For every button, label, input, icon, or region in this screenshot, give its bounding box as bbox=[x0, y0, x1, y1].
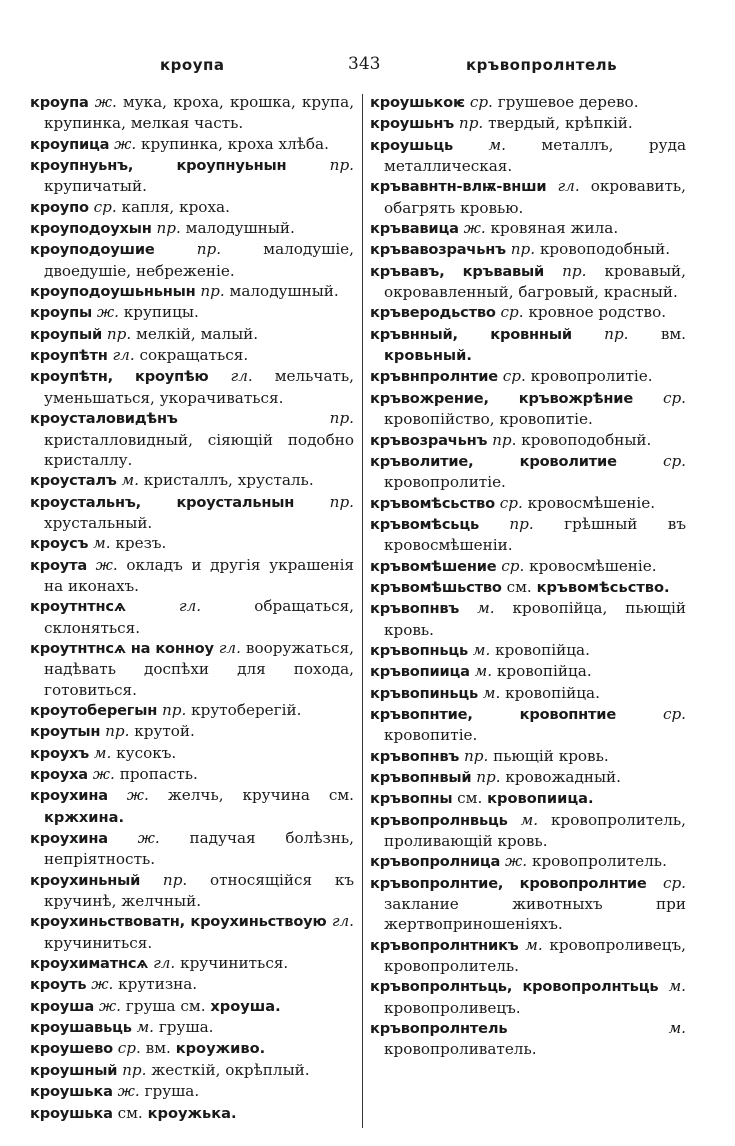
entry-grammar: гл. bbox=[230, 367, 253, 386]
entry-definition: кровосмѣшеніе. bbox=[529, 556, 657, 575]
page-header bbox=[0, 56, 735, 86]
dictionary-entry bbox=[370, 640, 686, 661]
entry-grammar: м. bbox=[121, 471, 139, 490]
entry-definition: грушевое дерево. bbox=[497, 93, 639, 111]
dictionary-entry bbox=[30, 870, 354, 912]
entry-definition: заклание животныхъ при жертвоприношеніяхъ. bbox=[384, 895, 686, 934]
right-column bbox=[370, 92, 686, 1060]
entry-grammar: м. bbox=[474, 662, 493, 681]
entry-grammar: м. bbox=[472, 640, 491, 659]
entry-cross-reference: кроужька. bbox=[147, 1104, 237, 1122]
entry-headword: кроупы bbox=[30, 304, 92, 322]
entry-definition: груша см. bbox=[125, 996, 206, 1015]
entry-headword: кръвомѣшьство bbox=[370, 578, 502, 596]
dictionary-entry bbox=[370, 493, 686, 514]
entry-headword: кръвопнвъ bbox=[370, 747, 460, 765]
entry-headword: кръвавозрачьнъ bbox=[370, 241, 506, 259]
entry-grammar: ж. bbox=[463, 219, 486, 238]
entry-definition: груша. bbox=[158, 1018, 214, 1037]
entry-definition: малодушный. bbox=[229, 282, 339, 301]
entry-definition: обращаться, склоняться. bbox=[44, 597, 355, 637]
entry-grammar: ж. bbox=[94, 93, 117, 111]
entry-grammar: пр. bbox=[105, 722, 130, 741]
dictionary-entry bbox=[370, 577, 686, 598]
entry-cross-reference: кржхина. bbox=[44, 808, 124, 826]
dictionary-entry bbox=[30, 470, 354, 491]
dictionary-entry bbox=[30, 155, 354, 197]
entry-grammar: ср. bbox=[662, 873, 687, 892]
entry-headword: кръвопнвый bbox=[370, 769, 472, 786]
entry-headword: кроупица bbox=[30, 135, 110, 153]
entry-headword: кръвавнтн-влѭ-внши bbox=[370, 178, 547, 196]
entry-grammar: ж. bbox=[92, 765, 115, 783]
dictionary-entry bbox=[370, 113, 686, 134]
dictionary-entry bbox=[370, 746, 686, 767]
entry-headword: кръвопньць bbox=[370, 641, 469, 659]
entry-definition: крутизна. bbox=[118, 975, 198, 994]
dictionary-entry bbox=[30, 218, 354, 239]
entry-definition: кровопролитіе. bbox=[530, 367, 653, 386]
dictionary-entry bbox=[370, 683, 686, 704]
dictionary-entry bbox=[370, 661, 686, 682]
entry-grammar: ж. bbox=[117, 1082, 140, 1101]
entry-definition: кровяная жила. bbox=[490, 219, 619, 238]
entry-headword: кроушькоѥ bbox=[370, 94, 465, 111]
dictionary-entry bbox=[30, 953, 354, 974]
entry-definition: падучая болѣзнь, непріятность. bbox=[44, 829, 354, 869]
dictionary-entry bbox=[370, 261, 686, 303]
entry-definition: сокращаться. bbox=[139, 346, 249, 365]
entry-definition: окладъ и другія украшенія на иконахъ. bbox=[44, 555, 355, 595]
entry-headword: кроуша bbox=[30, 997, 95, 1015]
entry-definition: вм. bbox=[145, 1039, 171, 1058]
entry-headword: кроупѣтн, кроупѣю bbox=[30, 368, 209, 386]
entry-headword: кръвозрачьнъ bbox=[370, 431, 488, 449]
entry-definition: крупицы. bbox=[123, 303, 199, 322]
entry-grammar: ср. bbox=[469, 93, 493, 111]
dictionary-entry bbox=[370, 302, 686, 323]
entry-definition: пьющій кровь. bbox=[493, 746, 609, 765]
entry-definition: кровопролитель, проливающій кровь. bbox=[384, 810, 686, 851]
entry-definition: кровное родство. bbox=[528, 303, 667, 322]
entry-definition: груша. bbox=[144, 1082, 200, 1101]
dictionary-entry bbox=[30, 721, 354, 742]
entry-definition: капля, кроха. bbox=[121, 197, 230, 216]
entry-definition: крупичатый. bbox=[44, 177, 147, 196]
running-head-left: кроупа bbox=[160, 56, 225, 74]
entry-headword: кроутоберегын bbox=[30, 701, 158, 719]
entry-headword: кръвнный, кровнный bbox=[370, 325, 572, 343]
entry-definition: кровавый, окровавленный, багровый, красный. bbox=[384, 261, 687, 302]
entry-grammar: гл. bbox=[557, 177, 580, 196]
entry-headword: кръвопролнтель bbox=[370, 1020, 508, 1038]
entry-definition: кристаллъ, хрусталь. bbox=[143, 471, 314, 490]
dictionary-entry bbox=[370, 1018, 686, 1060]
entry-headword: кроутнтнсѧ bbox=[30, 598, 126, 616]
entry-definition: кровопійца. bbox=[496, 662, 592, 681]
entry-headword: кроухина bbox=[30, 787, 108, 805]
entry-grammar: м. bbox=[668, 1019, 686, 1038]
entry-headword: кръволитие, кроволитие bbox=[370, 452, 617, 470]
entry-definition: кровопійство, кровопитіе. bbox=[384, 410, 593, 429]
dictionary-entry bbox=[30, 324, 354, 345]
entry-headword: кроухиньный bbox=[30, 871, 141, 889]
dictionary-entry bbox=[30, 764, 354, 785]
entry-definition: кровопроливатель. bbox=[384, 1040, 537, 1059]
dictionary-entry bbox=[30, 302, 354, 323]
entry-headword: кроуподоушьньнын bbox=[30, 283, 196, 301]
entry-headword: кръвопны bbox=[370, 790, 453, 808]
entry-grammar: пр. bbox=[509, 514, 534, 533]
entry-grammar: пр. bbox=[200, 282, 225, 301]
entry-headword: кроушный bbox=[30, 1061, 118, 1079]
entry-headword: кръверодьство bbox=[370, 304, 496, 322]
dictionary-entry bbox=[370, 851, 686, 872]
entry-definition: мельчать, уменьшаться, укорачиваться. bbox=[44, 367, 354, 407]
dictionary-entry bbox=[30, 743, 354, 764]
entry-definition: мука, кроха, крошка, крупа, крупинка, мелкая часть. bbox=[44, 93, 355, 133]
entry-definition: см. bbox=[117, 1103, 143, 1122]
entry-grammar: ж. bbox=[91, 975, 114, 994]
entry-headword: кръвопиица bbox=[370, 663, 470, 681]
entry-headword: кроупый bbox=[30, 325, 102, 343]
entry-headword: кръвавица bbox=[370, 220, 459, 238]
entry-headword: кроупнуьнъ, кроупнуьнын bbox=[30, 157, 287, 175]
entry-headword: кроупа bbox=[30, 94, 89, 111]
dictionary-entry bbox=[370, 788, 686, 809]
entry-definition: кристалловидный, сіяющій подобно кристаллу. bbox=[44, 430, 354, 469]
entry-definition: металлъ, руда металлическая. bbox=[384, 135, 686, 176]
entry-headword: кроутнтнсѧ на конноу bbox=[30, 639, 214, 657]
entry-headword: кроусталъ bbox=[30, 472, 117, 490]
entry-grammar: м. bbox=[93, 743, 112, 762]
entry-definition: хрустальный. bbox=[44, 513, 153, 532]
entry-headword: кроушево bbox=[30, 1040, 113, 1058]
dictionary-entry bbox=[370, 430, 686, 451]
entry-definition: малодушный. bbox=[185, 219, 295, 238]
entry-headword: кроушавьць bbox=[30, 1019, 132, 1037]
entry-grammar: м. bbox=[520, 810, 539, 829]
entry-headword: кроуть bbox=[30, 976, 87, 994]
entry-definition: кручиниться. bbox=[44, 933, 153, 952]
entry-definition: кровопійца. bbox=[495, 640, 590, 659]
entry-definition: кровопійца, пьющій кровь. bbox=[384, 599, 686, 639]
dictionary-entry bbox=[30, 92, 354, 134]
entry-definition: малодушіе, двоедушіе, небреженіе. bbox=[44, 240, 354, 280]
entry-definition: вм. bbox=[660, 324, 687, 343]
dictionary-entry bbox=[370, 92, 686, 113]
dictionary-entry bbox=[30, 700, 354, 721]
entry-grammar: пр. bbox=[196, 240, 222, 259]
entry-definition: см. bbox=[457, 789, 483, 808]
entry-grammar: пр. bbox=[562, 261, 587, 280]
entry-definition: кровопролитель. bbox=[531, 852, 667, 871]
entry-grammar: ж. bbox=[96, 303, 119, 322]
entry-grammar: пр. bbox=[106, 324, 132, 343]
entry-grammar: м. bbox=[488, 135, 506, 154]
dictionary-entry bbox=[30, 1017, 354, 1038]
entry-headword: кроушьць bbox=[370, 136, 454, 154]
dictionary-entry bbox=[370, 873, 686, 935]
entry-definition: кровопроливецъ, кровопролитель. bbox=[384, 935, 687, 976]
entry-grammar: ж. bbox=[126, 786, 149, 805]
entry-definition: желчь, кручина см. bbox=[167, 786, 355, 805]
entry-headword: кроусталовидѣнъ bbox=[30, 410, 178, 428]
entry-cross-reference: кроуживо. bbox=[175, 1040, 266, 1058]
dictionary-entry bbox=[370, 239, 686, 260]
dictionary-entry bbox=[370, 556, 686, 577]
dictionary-entry bbox=[30, 533, 354, 554]
dictionary-entry bbox=[370, 935, 686, 977]
entry-grammar: ср. bbox=[662, 704, 686, 723]
entry-definition: кровоподобный. bbox=[521, 430, 652, 449]
entry-definition: кровопроливецъ. bbox=[384, 998, 521, 1017]
entry-grammar: ж. bbox=[137, 829, 160, 848]
entry-cross-reference: кръвомѣсьство. bbox=[536, 578, 670, 596]
dictionary-entry bbox=[370, 135, 686, 177]
entry-definition: кровоподобный. bbox=[539, 240, 671, 259]
entry-grammar: ср. bbox=[93, 197, 117, 216]
dictionary-entry bbox=[30, 596, 354, 638]
entry-headword: кроупѣтн bbox=[30, 347, 108, 365]
entry-headword: кроухиматнсѧ bbox=[30, 955, 149, 973]
entry-grammar: пр. bbox=[492, 430, 517, 449]
entry-grammar: гл. bbox=[153, 954, 176, 973]
entry-definition: относящійся къ кручинѣ, желчный. bbox=[44, 870, 354, 911]
entry-headword: кръвопролнтникъ bbox=[370, 936, 519, 954]
dictionary-entry bbox=[30, 1081, 354, 1102]
entry-grammar: ср. bbox=[117, 1039, 141, 1058]
entry-grammar: ж. bbox=[114, 134, 137, 153]
dictionary-entry bbox=[30, 996, 354, 1017]
entry-grammar: м. bbox=[668, 977, 686, 996]
entry-headword: кръвопнвъ bbox=[370, 600, 460, 618]
entry-grammar: пр. bbox=[122, 1060, 147, 1079]
entry-definition: кровосмѣшеніе. bbox=[527, 493, 656, 512]
entry-headword: кръвнпролнтие bbox=[370, 368, 498, 386]
entry-definition: пропасть. bbox=[119, 765, 198, 783]
entry-grammar: пр. bbox=[156, 219, 181, 238]
entry-grammar: ж. bbox=[95, 555, 118, 574]
entry-headword: кръвавъ, кръвавый bbox=[370, 262, 545, 280]
entry-grammar: м. bbox=[477, 599, 495, 618]
dictionary-entry bbox=[370, 514, 686, 556]
entry-definition: кровопійца. bbox=[505, 683, 600, 702]
entry-cross-reference: кровьный. bbox=[384, 347, 472, 365]
entry-definition: крезъ. bbox=[115, 534, 167, 553]
entry-headword: кроуха bbox=[30, 766, 88, 783]
dictionary-entry bbox=[30, 828, 354, 870]
entry-definition: кровожадный. bbox=[505, 768, 621, 786]
dictionary-entry bbox=[370, 218, 686, 239]
entry-headword: кроупо bbox=[30, 198, 89, 216]
entry-grammar: ср. bbox=[501, 556, 525, 575]
entry-grammar: м. bbox=[525, 935, 543, 954]
entry-definition: вооружаться, надѣвать доспѣхи для похода, готовиться. bbox=[44, 638, 355, 699]
entry-grammar: ср. bbox=[500, 303, 524, 322]
dictionary-entry bbox=[370, 767, 686, 788]
entry-grammar: пр. bbox=[463, 746, 489, 765]
dictionary-entry bbox=[30, 408, 354, 470]
entry-headword: кроухина bbox=[30, 830, 108, 848]
entry-grammar: пр. bbox=[329, 156, 354, 175]
dictionary-entry bbox=[30, 134, 354, 155]
column-divider bbox=[362, 94, 363, 1128]
dictionary-entry bbox=[30, 366, 354, 408]
entry-headword: кръвомѣсьць bbox=[370, 515, 479, 533]
entry-headword: кроушька bbox=[30, 1104, 113, 1122]
entry-headword: кроута bbox=[30, 556, 87, 574]
dictionary-entry bbox=[370, 704, 686, 746]
entry-definition: жесткій, окрѣплый. bbox=[151, 1060, 310, 1079]
entry-headword: кроушька bbox=[30, 1083, 113, 1101]
dictionary-entry bbox=[30, 911, 354, 953]
entry-grammar: пр. bbox=[458, 114, 484, 133]
entry-headword: кръвомѣсьство bbox=[370, 494, 495, 512]
dictionary-entry bbox=[30, 1038, 354, 1059]
entry-grammar: гл. bbox=[178, 597, 202, 616]
entry-grammar: ср. bbox=[662, 451, 687, 470]
entry-headword: кроустальнъ, кроустальнын bbox=[30, 493, 295, 511]
entry-grammar: гл. bbox=[218, 638, 241, 657]
entry-headword: кръвожрение, кръвожрѣние bbox=[370, 389, 634, 407]
entry-cross-reference: кровопиица. bbox=[487, 790, 594, 808]
dictionary-entry bbox=[370, 451, 686, 493]
entry-definition: кровопролитіе. bbox=[384, 473, 506, 492]
entry-headword: кръвопролница bbox=[370, 853, 501, 871]
entry-definition: грѣшный въ кровосмѣшеніи. bbox=[384, 514, 686, 555]
entry-headword: кроуподоушие bbox=[30, 241, 155, 259]
dictionary-entry bbox=[30, 281, 354, 302]
dictionary-entry bbox=[30, 1103, 354, 1124]
entry-grammar: пр. bbox=[476, 768, 501, 786]
dictionary-entry bbox=[30, 638, 354, 700]
dictionary-entry bbox=[30, 197, 354, 218]
entry-grammar: м. bbox=[482, 683, 501, 702]
dictionary-entry bbox=[30, 239, 354, 281]
entry-definition: кровопитіе. bbox=[384, 726, 478, 745]
entry-headword: кръвопиньць bbox=[370, 684, 479, 702]
dictionary-entry bbox=[370, 976, 686, 1018]
entry-grammar: ж. bbox=[505, 852, 528, 871]
entry-headword: кръвопнтие, кровопнтие bbox=[370, 705, 617, 723]
entry-headword: кроушьнъ bbox=[370, 115, 455, 133]
entry-grammar: ср. bbox=[502, 367, 526, 386]
entry-headword: кроуподоухын bbox=[30, 220, 152, 238]
entry-definition: мелкій, малый. bbox=[136, 324, 259, 343]
entry-headword: кръвопролнвьць bbox=[370, 811, 508, 829]
entry-grammar: пр. bbox=[162, 870, 188, 889]
entry-headword: кръвопролнтие, кровопролнтие bbox=[370, 874, 647, 892]
dictionary-entry bbox=[370, 388, 686, 430]
entry-grammar: ср. bbox=[662, 388, 686, 407]
dictionary-entry bbox=[30, 345, 354, 366]
entry-grammar: ср. bbox=[499, 493, 523, 512]
entry-grammar: м. bbox=[136, 1018, 154, 1037]
dictionary-entry bbox=[370, 598, 686, 640]
entry-grammar: пр. bbox=[510, 240, 536, 259]
dictionary-entry bbox=[30, 492, 354, 534]
dictionary-entry bbox=[30, 785, 354, 828]
entry-grammar: м. bbox=[93, 534, 111, 553]
entry-headword: кръвопролнтьць, кровопролнтьць bbox=[370, 978, 659, 996]
dictionary-entry bbox=[370, 366, 686, 387]
entry-grammar: гл. bbox=[112, 346, 135, 365]
entry-definition: крутоберегій. bbox=[191, 700, 302, 719]
entry-definition: кусокъ. bbox=[116, 743, 177, 762]
dictionary-entry bbox=[370, 324, 686, 367]
entry-headword: кроухиньствоватн, кроухиньствоую bbox=[30, 913, 327, 931]
page-number: 343 bbox=[348, 54, 381, 74]
entry-definition: крутой. bbox=[134, 722, 195, 741]
entry-headword: кроусъ bbox=[30, 535, 89, 553]
entry-grammar: пр. bbox=[329, 492, 354, 511]
entry-definition: см. bbox=[506, 577, 532, 596]
entry-grammar: гл. bbox=[331, 912, 354, 931]
dictionary-entry bbox=[370, 810, 686, 852]
entry-headword: кроутын bbox=[30, 723, 101, 741]
entry-grammar: пр. bbox=[604, 324, 629, 343]
running-head-right: кръвопролнтель bbox=[466, 56, 618, 74]
entry-headword: кръвомѣшение bbox=[370, 557, 497, 575]
entry-grammar: пр. bbox=[161, 700, 187, 719]
entry-grammar: ж. bbox=[98, 996, 121, 1015]
dictionary-entry bbox=[30, 555, 354, 597]
left-column bbox=[30, 92, 354, 1124]
dictionary-entry bbox=[30, 974, 354, 995]
entry-definition: твердый, крѣпкій. bbox=[488, 114, 633, 133]
entry-headword: кроухъ bbox=[30, 744, 90, 762]
entry-definition: кручиниться. bbox=[180, 954, 289, 973]
entry-cross-reference: хроуша. bbox=[210, 997, 281, 1015]
entry-definition: крупинка, кроха хлѣба. bbox=[141, 134, 329, 153]
entry-definition: окровавить, обагрять кровью. bbox=[384, 177, 687, 217]
entry-grammar: пр. bbox=[329, 409, 354, 428]
dictionary-entry bbox=[30, 1060, 354, 1081]
dictionary-entry bbox=[370, 176, 686, 218]
